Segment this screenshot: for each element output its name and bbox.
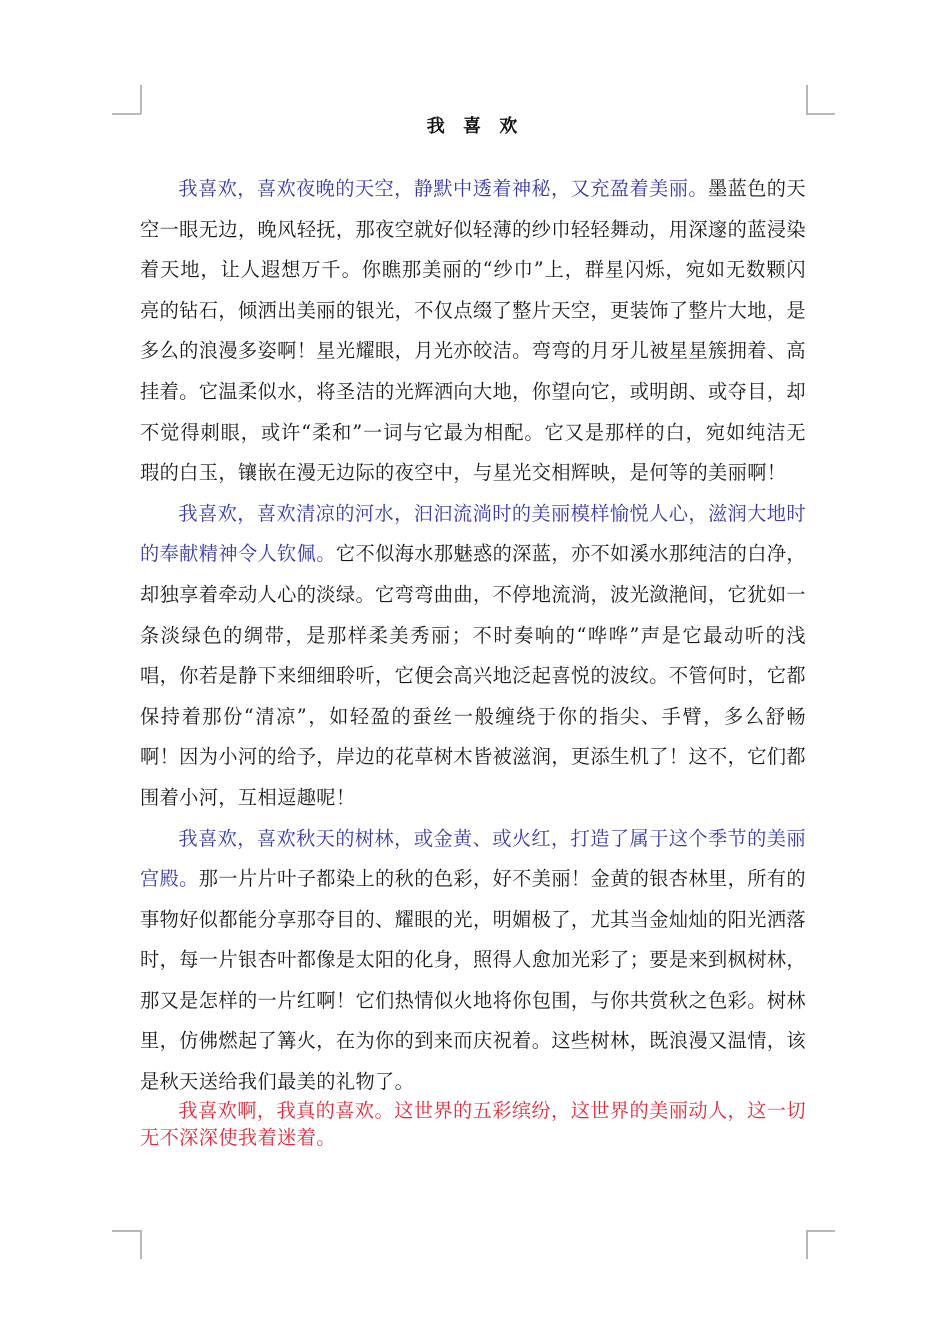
paragraph-lead: 我喜欢，喜欢夜晚的天空，静默中透着神秘，又充盈着美丽。 [178, 177, 708, 200]
paragraph-text: 墨蓝色的天空一眼无边，晚风轻抚，那夜空就好似轻薄的纱巾轻轻舞动，用深邃的蓝浸染着天地，让人遐想万千。你瞧那美丽的“纱巾”上，群星闪烁，宛如无数颗闪亮的钻石，倾洒出美丽的银光，不仅点缀了整片天空，更装饰了整片大地，是多么的浪漫多姿啊！星光耀眼，月光亦皎洁。弯弯的月牙儿被星星簇拥着、高挂着。它温柔似水，将圣洁的光辉洒向大地，你望向它，或明朗、或夺目，却不觉得刺眼，或许“柔和”一词与它最为相配。它又是那样的白，宛如纯洁无瑕的白玉，镶嵌在漫无边际的夜空中，与星光交相辉映，是何等的美丽啊！ [140, 177, 806, 485]
crop-mark-line [112, 1230, 141, 1232]
crop-mark-line [140, 1230, 142, 1259]
paragraph-lead: 我喜欢，喜欢清凉的河水，汩汩流淌时的美丽模样愉悦人心，滋润大地时的奉献精神令人钦佩。 [140, 501, 806, 566]
paragraph-text: 那一片片叶子都染上的秋的色彩，好不美丽！金黄的银杏林里，所有的事物好似都能分享那夺目的、耀眼的光，明媚极了，尤其当金灿灿的阳光洒落时，每一片银杏叶都像是太阳的化身，照得人愈加光彩了；要是来到枫树林，那又是怎样的一片红啊！它们热情似火地将你包围，与你共赏秋之色彩。树林里，仿佛燃起了篝火，在为你的到来而庆祝着。这些树林，既浪漫又温情，该是秋天送给我们最美的礼物了。 [140, 867, 806, 1094]
crop-mark-line [806, 1230, 835, 1232]
crop-mark-line [806, 85, 808, 114]
document-body [140, 169, 806, 1151]
document-title: 我 喜 欢 [426, 116, 524, 137]
crop-mark-line [140, 85, 142, 114]
paragraph-river [140, 494, 806, 819]
paragraph-lead: 我喜欢啊，我真的喜欢。这世界的五彩缤纷，这世界的美丽动人，这一切无不深深使我着迷着。 [140, 1098, 806, 1149]
paragraph-text: 它不似海水那魅惑的深蓝，亦不如溪水那纯洁的白净，却独享着牵动人心的淡绿。它弯弯曲曲，不停地流淌，波光潋滟间，它犹如一条淡绿色的绸带，是那样柔美秀丽；不时奏响的“哗哗”声是它最动听的浅唱，你若是静下来细细聆听，它便会高兴地泛起喜悦的波纹。不管何时，它都保持着那份“清凉”，如轻盈的蚕丝一般缠绕于你的指尖、手臂，多么舒畅啊！因为小河的给予，岸边的花草树木皆被滋润，更添生机了！这不，它们都围着小河，互相逗趣呢！ [140, 542, 807, 809]
paragraph-autumn-forest [140, 819, 806, 1103]
crop-mark-line [806, 1230, 808, 1259]
paragraph-conclusion [140, 1097, 806, 1151]
paragraph-night-sky [140, 169, 806, 494]
paragraph-lead: 我喜欢，喜欢秋天的树林，或金黄、或火红，打造了属于这个季节的美丽宫殿。 [140, 826, 806, 891]
